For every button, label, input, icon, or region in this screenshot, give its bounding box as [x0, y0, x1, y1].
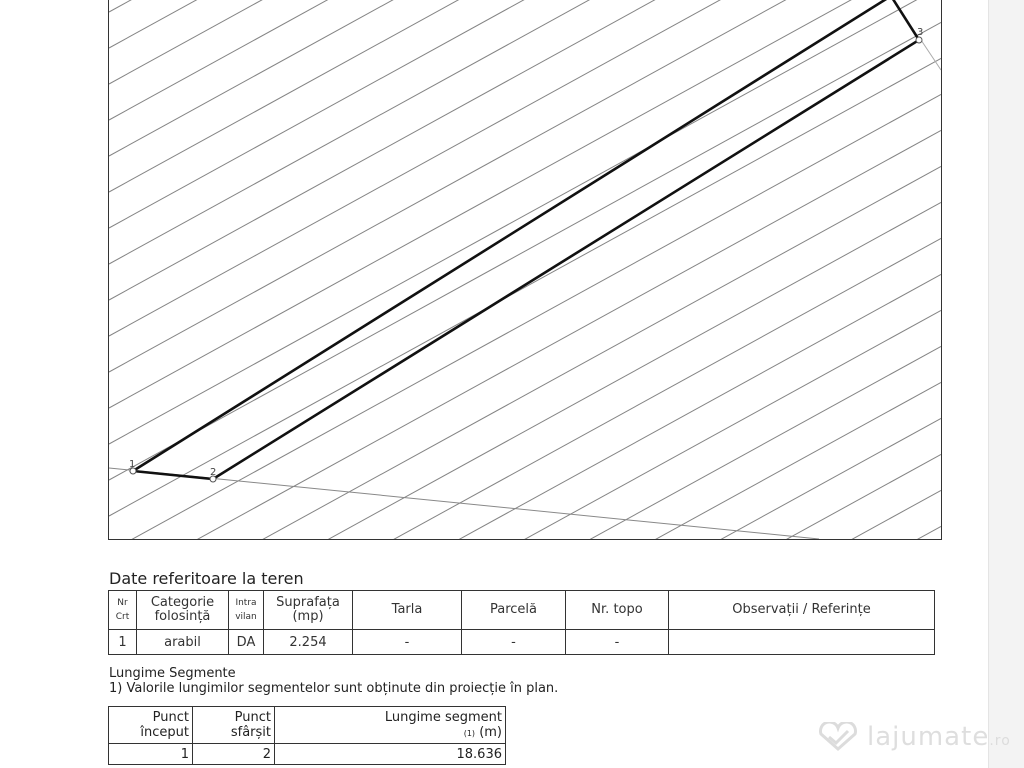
table-header-row	[109, 707, 506, 744]
land-data-title: Date referitoare la teren	[109, 569, 304, 588]
hatch-line	[109, 94, 941, 539]
hatch-line	[109, 418, 941, 539]
hatch-line	[109, 0, 941, 372]
hatch-line	[109, 0, 941, 156]
header-punct-inceput: Punct început	[109, 707, 193, 744]
segments-table	[108, 706, 506, 765]
boundary-line-right	[921, 40, 941, 70]
cell-start: 1	[109, 744, 193, 765]
cell-suprafata: 2.254	[264, 630, 353, 655]
cell-observatii	[669, 630, 935, 655]
header-observatii: Observații / Referințe	[669, 591, 935, 630]
hatch-line	[109, 310, 941, 539]
table-row	[109, 630, 935, 655]
hatch-line	[109, 58, 941, 516]
cell-categorie: arabil	[137, 630, 229, 655]
hatch-line	[109, 202, 941, 539]
header-punct-sfarsit: Punct sfârșit	[193, 707, 275, 744]
header-categorie: Categorie folosință	[137, 591, 229, 630]
segments-note: 1) Valorile lungimilor segmentelor sunt obținute din proiecție în plan.	[109, 681, 559, 696]
cell-tarla: -	[353, 630, 462, 655]
header-tarla: Tarla	[353, 591, 462, 630]
hatch-line	[109, 490, 941, 539]
header-intravilan: Intra vilan	[229, 591, 264, 630]
header-parcela: Parcelă	[462, 591, 566, 630]
table-header-row	[109, 591, 935, 630]
hatch-line	[109, 0, 941, 408]
hatch-line	[109, 526, 941, 539]
hatch-line	[109, 382, 941, 539]
cell-nr-topo: -	[566, 630, 669, 655]
header-nr-crt: Nr Crt	[109, 591, 137, 630]
segments-section	[109, 666, 558, 696]
heart-check-icon	[815, 722, 861, 752]
hatch-line	[109, 0, 941, 300]
hatch-line	[109, 0, 941, 228]
header-nr-topo: Nr. topo	[566, 591, 669, 630]
segments-title: Lungime Segmente	[109, 666, 236, 681]
vertex-label: 2	[210, 467, 217, 478]
header-suprafata: Suprafața (mp)	[264, 591, 353, 630]
parcel-hatch-lines	[109, 0, 941, 539]
hatch-line	[109, 0, 941, 120]
cell-intravilan: DA	[229, 630, 264, 655]
parcel-outline	[133, 0, 919, 479]
vertex-label: 1	[129, 459, 136, 470]
vertex-label: 3	[917, 27, 924, 38]
cell-end: 2	[193, 744, 275, 765]
cell-parcela: -	[462, 630, 566, 655]
plan-drawing	[109, 0, 941, 539]
cell-length: 18.636	[275, 744, 506, 765]
hatch-line	[109, 22, 941, 480]
watermark-text: lajumate.ro	[867, 722, 1011, 752]
scrollbar-track[interactable]	[988, 0, 1024, 768]
hatch-line	[109, 0, 941, 48]
header-lungime: Lungime segment (1) (m)	[275, 707, 506, 744]
cell-nr-crt: 1	[109, 630, 137, 655]
hatch-line	[109, 0, 941, 444]
land-data-table	[108, 590, 935, 655]
cadastral-plan	[108, 0, 942, 540]
table-row	[109, 744, 506, 765]
hatch-line	[109, 0, 941, 12]
watermark-logo	[815, 722, 1011, 752]
hatch-line	[109, 130, 941, 539]
